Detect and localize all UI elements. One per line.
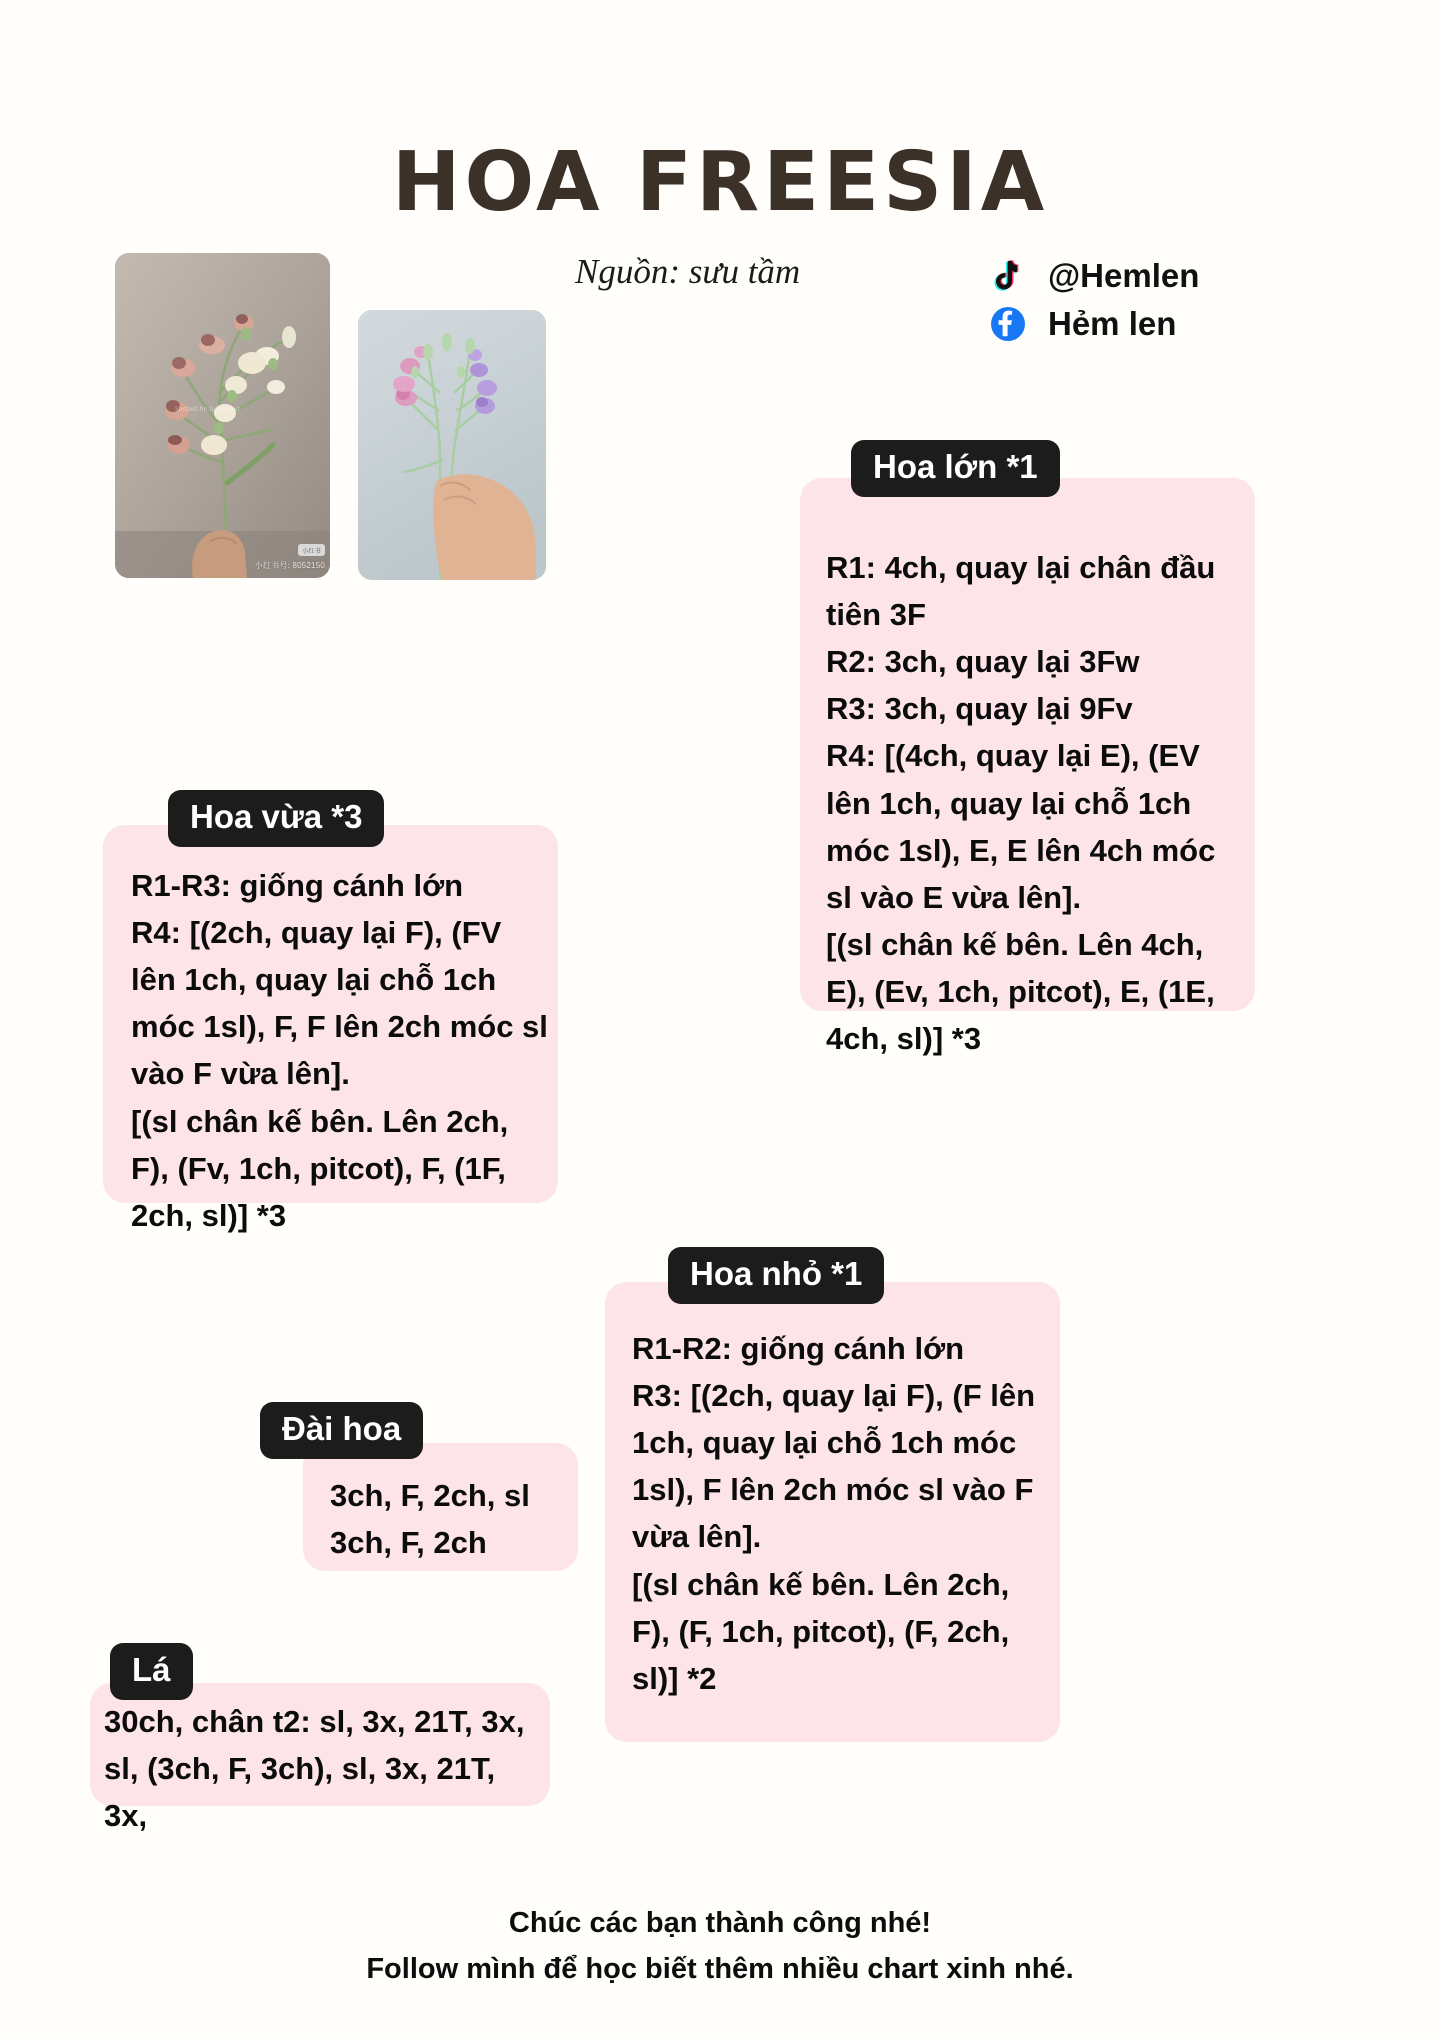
page-title: HOA FREESIA	[391, 135, 1049, 230]
pattern-line: R1: 4ch, quay lại chân đầu tiên 3F	[826, 550, 1216, 633]
pattern-line: R1-R3: giống cánh lớn	[131, 868, 464, 903]
crochet-freesia-photo-pink-purple	[358, 310, 546, 580]
pattern-line: [(sl chân kế bên. Lên 4ch, E), (Ev, 1ch, pitcot), E, (1E, 4ch, sl)] *3	[826, 926, 1215, 1057]
section-tag-hoa-vua: Hoa vừa *3	[168, 790, 384, 847]
pattern-line: R4: [(2ch, quay lại F), (FV lên 1ch, quay lại chỗ 1ch móc 1sl), F, F lên 2ch móc sl vào F vừa lên].	[131, 915, 548, 1092]
source-credit: Nguồn: sưu tầm	[575, 252, 801, 291]
photo-watermark-badge: 小红书	[298, 544, 325, 556]
footer	[0, 1900, 1440, 1993]
footer-line-1: Chúc các bạn thành công nhé!	[508, 1907, 932, 1939]
section-body-hoa-vua	[131, 862, 551, 1239]
pattern-line: [(sl chân kế bên. Lên 2ch, F), (Fv, 1ch, pitcot), F, (1F, 2ch, sl)] *3	[131, 1103, 509, 1233]
section-body-hoa-lon	[826, 544, 1246, 1062]
pattern-line: R2: 3ch, quay lại 3Fw	[826, 644, 1140, 680]
section-body-hoa-nho	[632, 1325, 1052, 1702]
photo-watermark-id: 小红书号: 8052150	[254, 561, 325, 570]
section-body-la	[104, 1698, 544, 1839]
pattern-line: R1-R2: giống cánh lớn	[632, 1331, 965, 1366]
section-tag-hoa-lon: Hoa lớn *1	[851, 440, 1060, 497]
section-tag-hoa-nho: Hoa nhỏ *1	[668, 1247, 884, 1304]
pattern-line: 3ch, F, 2ch, sl	[330, 1478, 530, 1513]
crochet-freesia-photo-cream-pink	[115, 253, 330, 578]
svg-text:Shotwtl.fm.tu.crochet: Shotwtl.fm.tu.crochet	[175, 406, 240, 413]
social-link-tiktok[interactable]	[990, 252, 1199, 300]
section-tag-la: Lá	[110, 1643, 193, 1700]
section-body-dai-hoa	[330, 1472, 570, 1566]
pattern-line: R3: 3ch, quay lại 9Fv	[826, 691, 1133, 727]
facebook-handle: Hẻm len	[1048, 305, 1177, 342]
social-links	[990, 252, 1199, 348]
pattern-line: 3ch, F, 2ch	[330, 1525, 487, 1561]
tiktok-icon	[990, 258, 1026, 294]
pattern-line: [(sl chân kế bên. Lên 2ch, F), (F, 1ch, pitcot), (F, 2ch, sl)] *2	[632, 1566, 1010, 1696]
pattern-line: R3: [(2ch, quay lại F), (F lên 1ch, quay lại chỗ 1ch móc 1sl), F lên 2ch móc sl vào F vừa lên].	[632, 1378, 1036, 1555]
pattern-line: 30ch, chân t2: sl, 3x, 21T, 3x, sl, (3ch, F, 3ch), sl, 3x, 21T, 3x,	[104, 1704, 525, 1834]
facebook-icon	[990, 306, 1026, 342]
social-link-facebook[interactable]	[990, 300, 1199, 348]
tiktok-handle: @Hemlen	[1048, 257, 1200, 294]
pattern-line: R4: [(4ch, quay lại E), (EV lên 1ch, quay lại chỗ 1ch móc 1sl), E, E lên 4ch móc sl vào E vừa lên].	[826, 738, 1216, 915]
footer-line-2: Follow mình để học biết thêm nhiều chart xinh nhé.	[366, 1953, 1074, 1986]
section-tag-dai-hoa: Đài hoa	[260, 1402, 423, 1459]
